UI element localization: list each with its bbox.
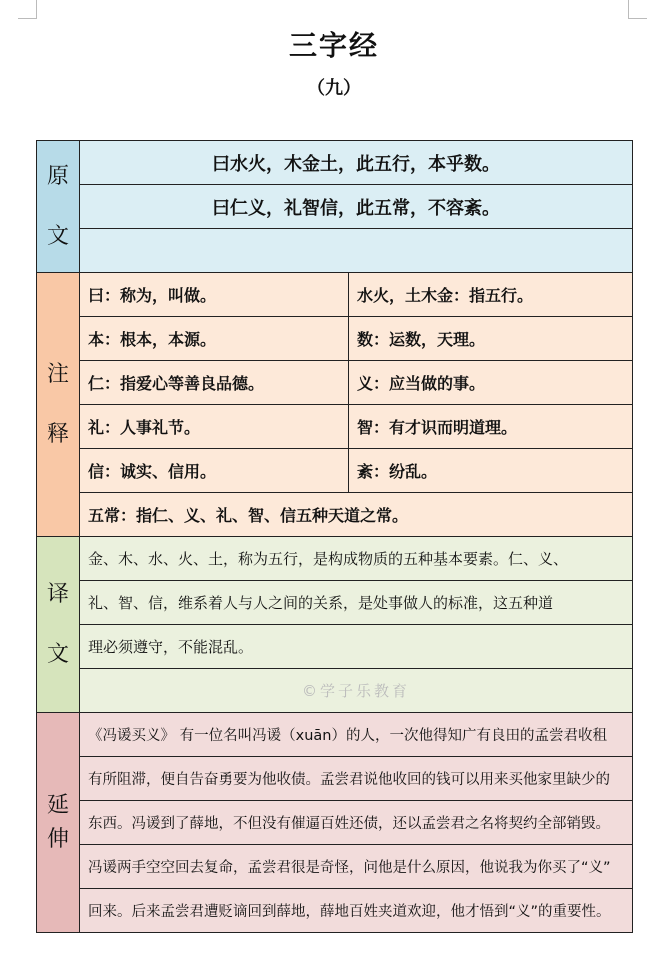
extension-line: 《冯谖买义》 有一位名叫冯谖（xuān）的人，一次他得知广有良田的孟尝君收租	[80, 713, 633, 757]
label-char: 文	[46, 223, 69, 249]
content-table	[36, 140, 633, 933]
original-line: 曰水火，木金土，此五行，本乎数。	[80, 141, 633, 185]
note-cell: 信：诚实、信用。	[80, 449, 349, 493]
label-char: 伸	[46, 826, 69, 852]
note-cell: 义：应当做的事。	[349, 361, 633, 405]
extension-line: 有所阻滞，便自告奋勇要为他收债。孟尝君说他收回的钱可以用来买他家里缺少的	[80, 757, 633, 801]
page-corner-mark	[18, 0, 37, 19]
empty-cell	[80, 229, 633, 273]
note-cell-full: 五常：指仁、义、礼、智、信五种天道之常。	[80, 493, 633, 537]
original-line: 曰仁义，礼智信，此五常，不容紊。	[80, 185, 633, 229]
label-char: 注	[46, 361, 69, 387]
label-char: 释	[46, 421, 69, 447]
note-cell: 智：有才识而明道理。	[349, 405, 633, 449]
note-cell: 水火，土木金：指五行。	[349, 273, 633, 317]
note-cell: 仁：指爱心等善良品德。	[80, 361, 349, 405]
note-cell: 曰：称为，叫做。	[80, 273, 349, 317]
note-cell: 数：运数，天理。	[349, 317, 633, 361]
translation-line: 礼、智、信，维系着人与人之间的关系，是处事做人的标准，这五种道	[80, 581, 633, 625]
note-cell: 本：根本，本源。	[80, 317, 349, 361]
page-corner-mark	[628, 0, 647, 19]
extension-line: 东西。冯谖到了薛地，不但没有催逼百姓还债，还以孟尝君之名将契约全部销毁。	[80, 801, 633, 845]
label-char: 延	[46, 792, 69, 818]
note-cell: 礼：人事礼节。	[80, 405, 349, 449]
translation-label	[37, 537, 80, 713]
note-cell: 紊：纷乱。	[349, 449, 633, 493]
extension-line: 冯谖两手空空回去复命，孟尝君很是奇怪，问他是什么原因，他说我为你买了“义”	[80, 845, 633, 889]
original-label	[37, 141, 80, 273]
extension-line: 回来。后来孟尝君遭贬谪回到薛地，薛地百姓夹道欢迎，他才悟到“义”的重要性。	[80, 889, 633, 933]
label-char: 原	[46, 163, 69, 189]
extension-label	[37, 713, 80, 933]
document-title: 三字经	[288, 29, 379, 62]
translation-line: 金、木、水、火、土，称为五行，是构成物质的五种基本要素。仁、义、	[80, 537, 633, 581]
label-char: 文	[46, 641, 69, 667]
original-row	[37, 141, 633, 185]
document-subtitle: （九）	[307, 78, 361, 99]
watermark: ©学子乐教育	[80, 669, 633, 713]
notes-label	[37, 273, 80, 537]
translation-line: 理必须遵守，不能混乱。	[80, 625, 633, 669]
label-char: 译	[46, 581, 69, 607]
